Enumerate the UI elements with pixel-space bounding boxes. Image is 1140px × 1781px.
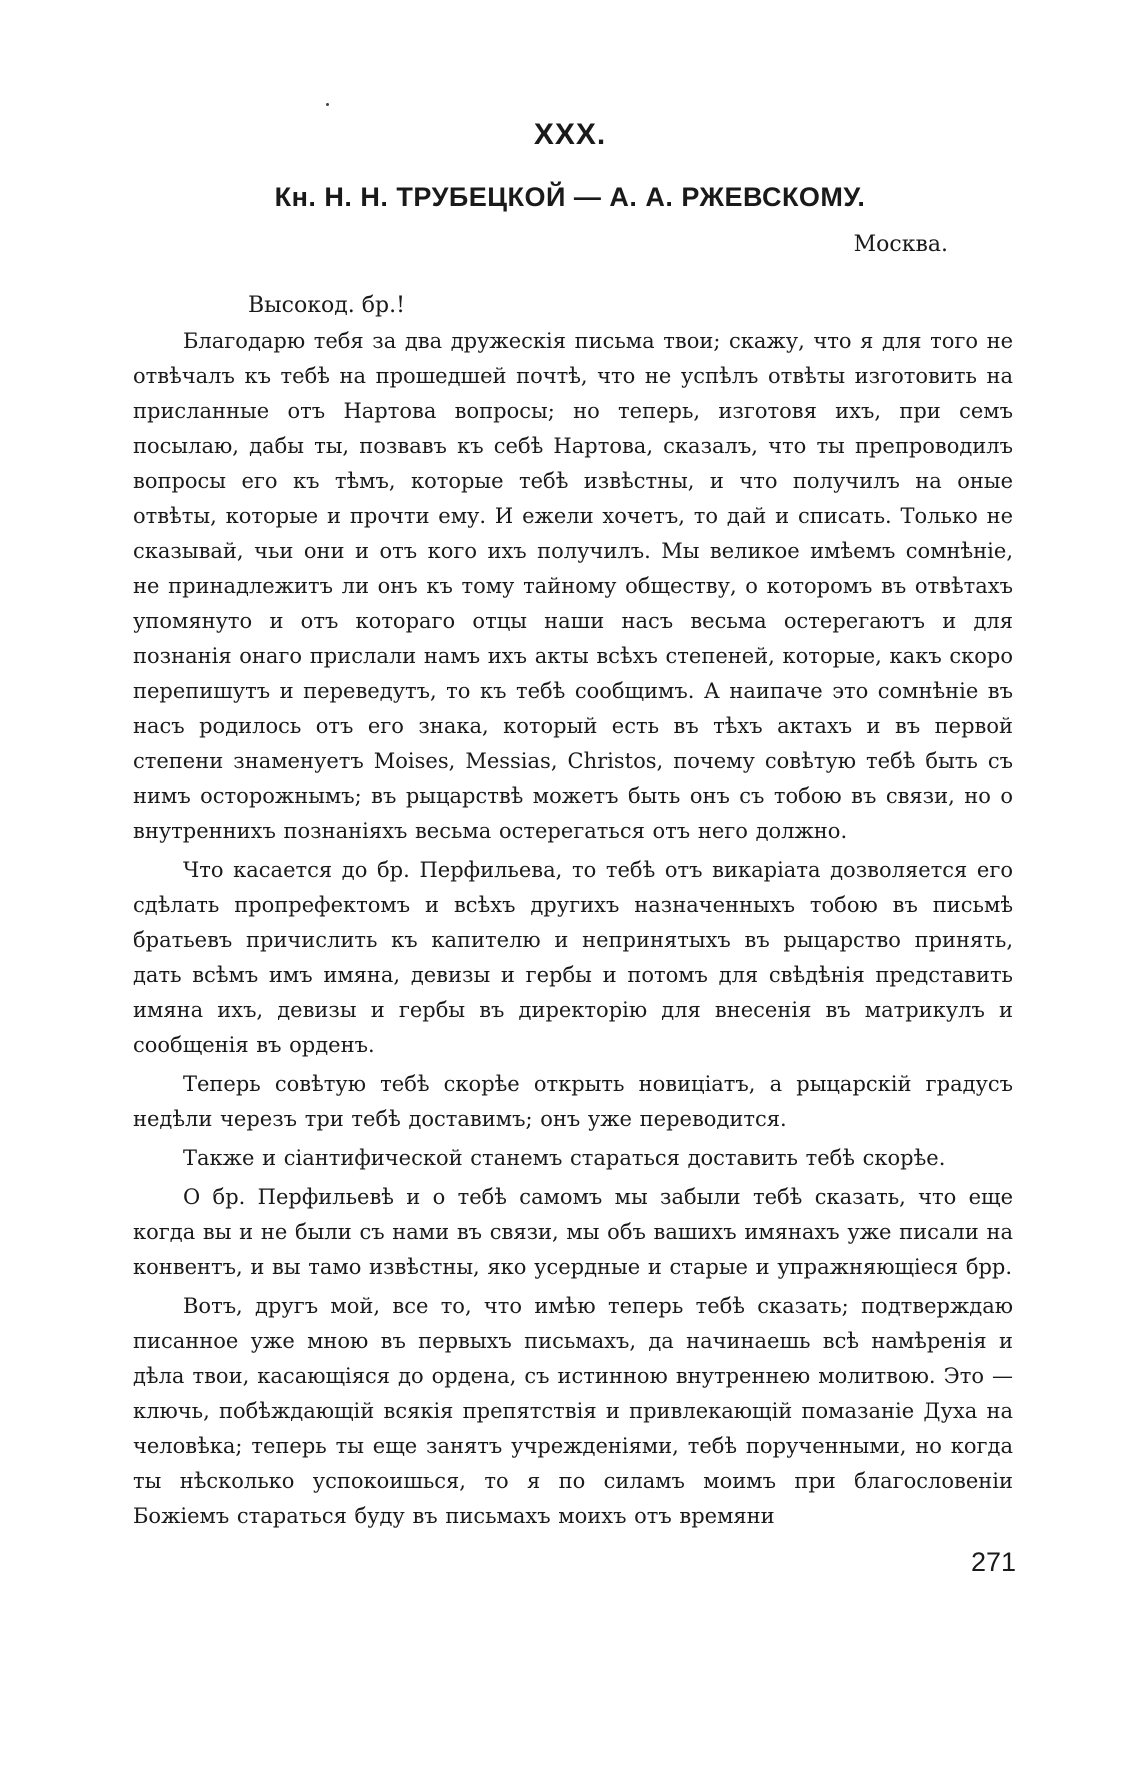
salutation: Высокод. бр.! [248,293,405,318]
print-speck [326,103,329,106]
page-number: 271 [970,1547,1016,1577]
paragraph-2: Что касается до бр. Перфильева, то тебѣ отъ викаріата дозволяется его сдѣлать пропрефектомъ и всѣхъ другихъ назначенныхъ тобою въ письмѣ братьевъ причислить къ капителю и непринятыхъ въ рыцарство принять, дать всѣмъ имъ имяна, девизы и гербы и потомъ для свѣдѣнія представить имяна ихъ, девизы и гербы въ директорію для внесенія въ матрикулъ и сообщенія въ орденъ. [133,858,1013,1057]
paragraph-6: Вотъ, другъ мой, все то, что имѣю теперь тебѣ сказать; подтверждаю писанное уже мною въ первыхъ письмахъ, да начинаешь всѣ намѣренія и дѣла твои, касающіяся до ордена, съ истинною внутреннею молитвою. Это — ключь, побѣждающій всякія препятствія и привлекающій помазаніе Духа на человѣка; теперь ты еще занятъ учрежденіями, тебѣ порученными, но когда ты нѣсколько успокоишься, то я по силамъ моимъ при благословеніи Божіемъ стараться буду въ письмахъ моихъ отъ времяни [133,1294,1013,1528]
paragraph-4: Также и сіантифической станемъ стараться доставить тебѣ скорѣе. [183,1146,946,1170]
letter-number: XXX. [533,118,607,151]
letter-body [133,288,1013,1534]
paragraph-3: Теперь совѣтую тебѣ скорѣе открыть новиціатъ, а рыцарскій градусъ недѣли черезъ три тебѣ доставимъ; онъ уже переводится. [133,1072,1013,1131]
letter-title: Кн. Н. Н. ТРУБЕЦКОЙ — А. А. РЖЕВСКОМУ. [274,182,866,212]
paragraph-5: О бр. Перфильевѣ и о тебѣ самомъ мы забыли тебѣ сказать, что еще когда вы и не были съ нами въ связи, мы объ вашихъ имянахъ уже писали на конвентъ, и вы тамо извѣстны, яко усердные и старые и упражняющіеся брр. [133,1185,1013,1279]
letter-place: Москва. [853,232,948,257]
paragraph-1: Благодарю тебя за два дружескія письма твои; скажу, что я для того не отвѣчалъ къ тебѣ на прошедшей почтѣ, что не успѣлъ отвѣты изготовить на присланные отъ Нартова вопросы; но теперь, изготовя ихъ, при семъ посылаю, дабы ты, позвавъ къ себѣ Нартова, сказалъ, что ты препроводилъ вопросы его къ тѣмъ, которые тебѣ извѣстны, и что получилъ на оные отвѣты, которые и прочти ему. И ежели хочетъ, то дай и списать. Только не сказывай, чьи они и отъ кого ихъ получилъ. Мы великое имѣемъ сомнѣніе, не принадлежитъ ли онъ къ тому тайному обществу, о которомъ въ отвѣтахъ упомянуто и отъ котораго отцы наши насъ весьма остерегаютъ и для познанія онаго прислали намъ ихъ акты всѣхъ степеней, которые, какъ скоро перепишутъ и переведутъ, то къ тебѣ сообщимъ. А наипаче это сомнѣніе въ насъ родилось отъ его знака, который есть въ тѣхъ актахъ и въ первой степени знаменуетъ Moises, Messias, Christos, почему совѣтую тебѣ быть съ нимъ осторожнымъ; въ рыцарствѣ можетъ быть онъ съ тобою въ связи, но о внутреннихъ познаніяхъ весьма остерегаться отъ него должно. [133,329,1013,843]
